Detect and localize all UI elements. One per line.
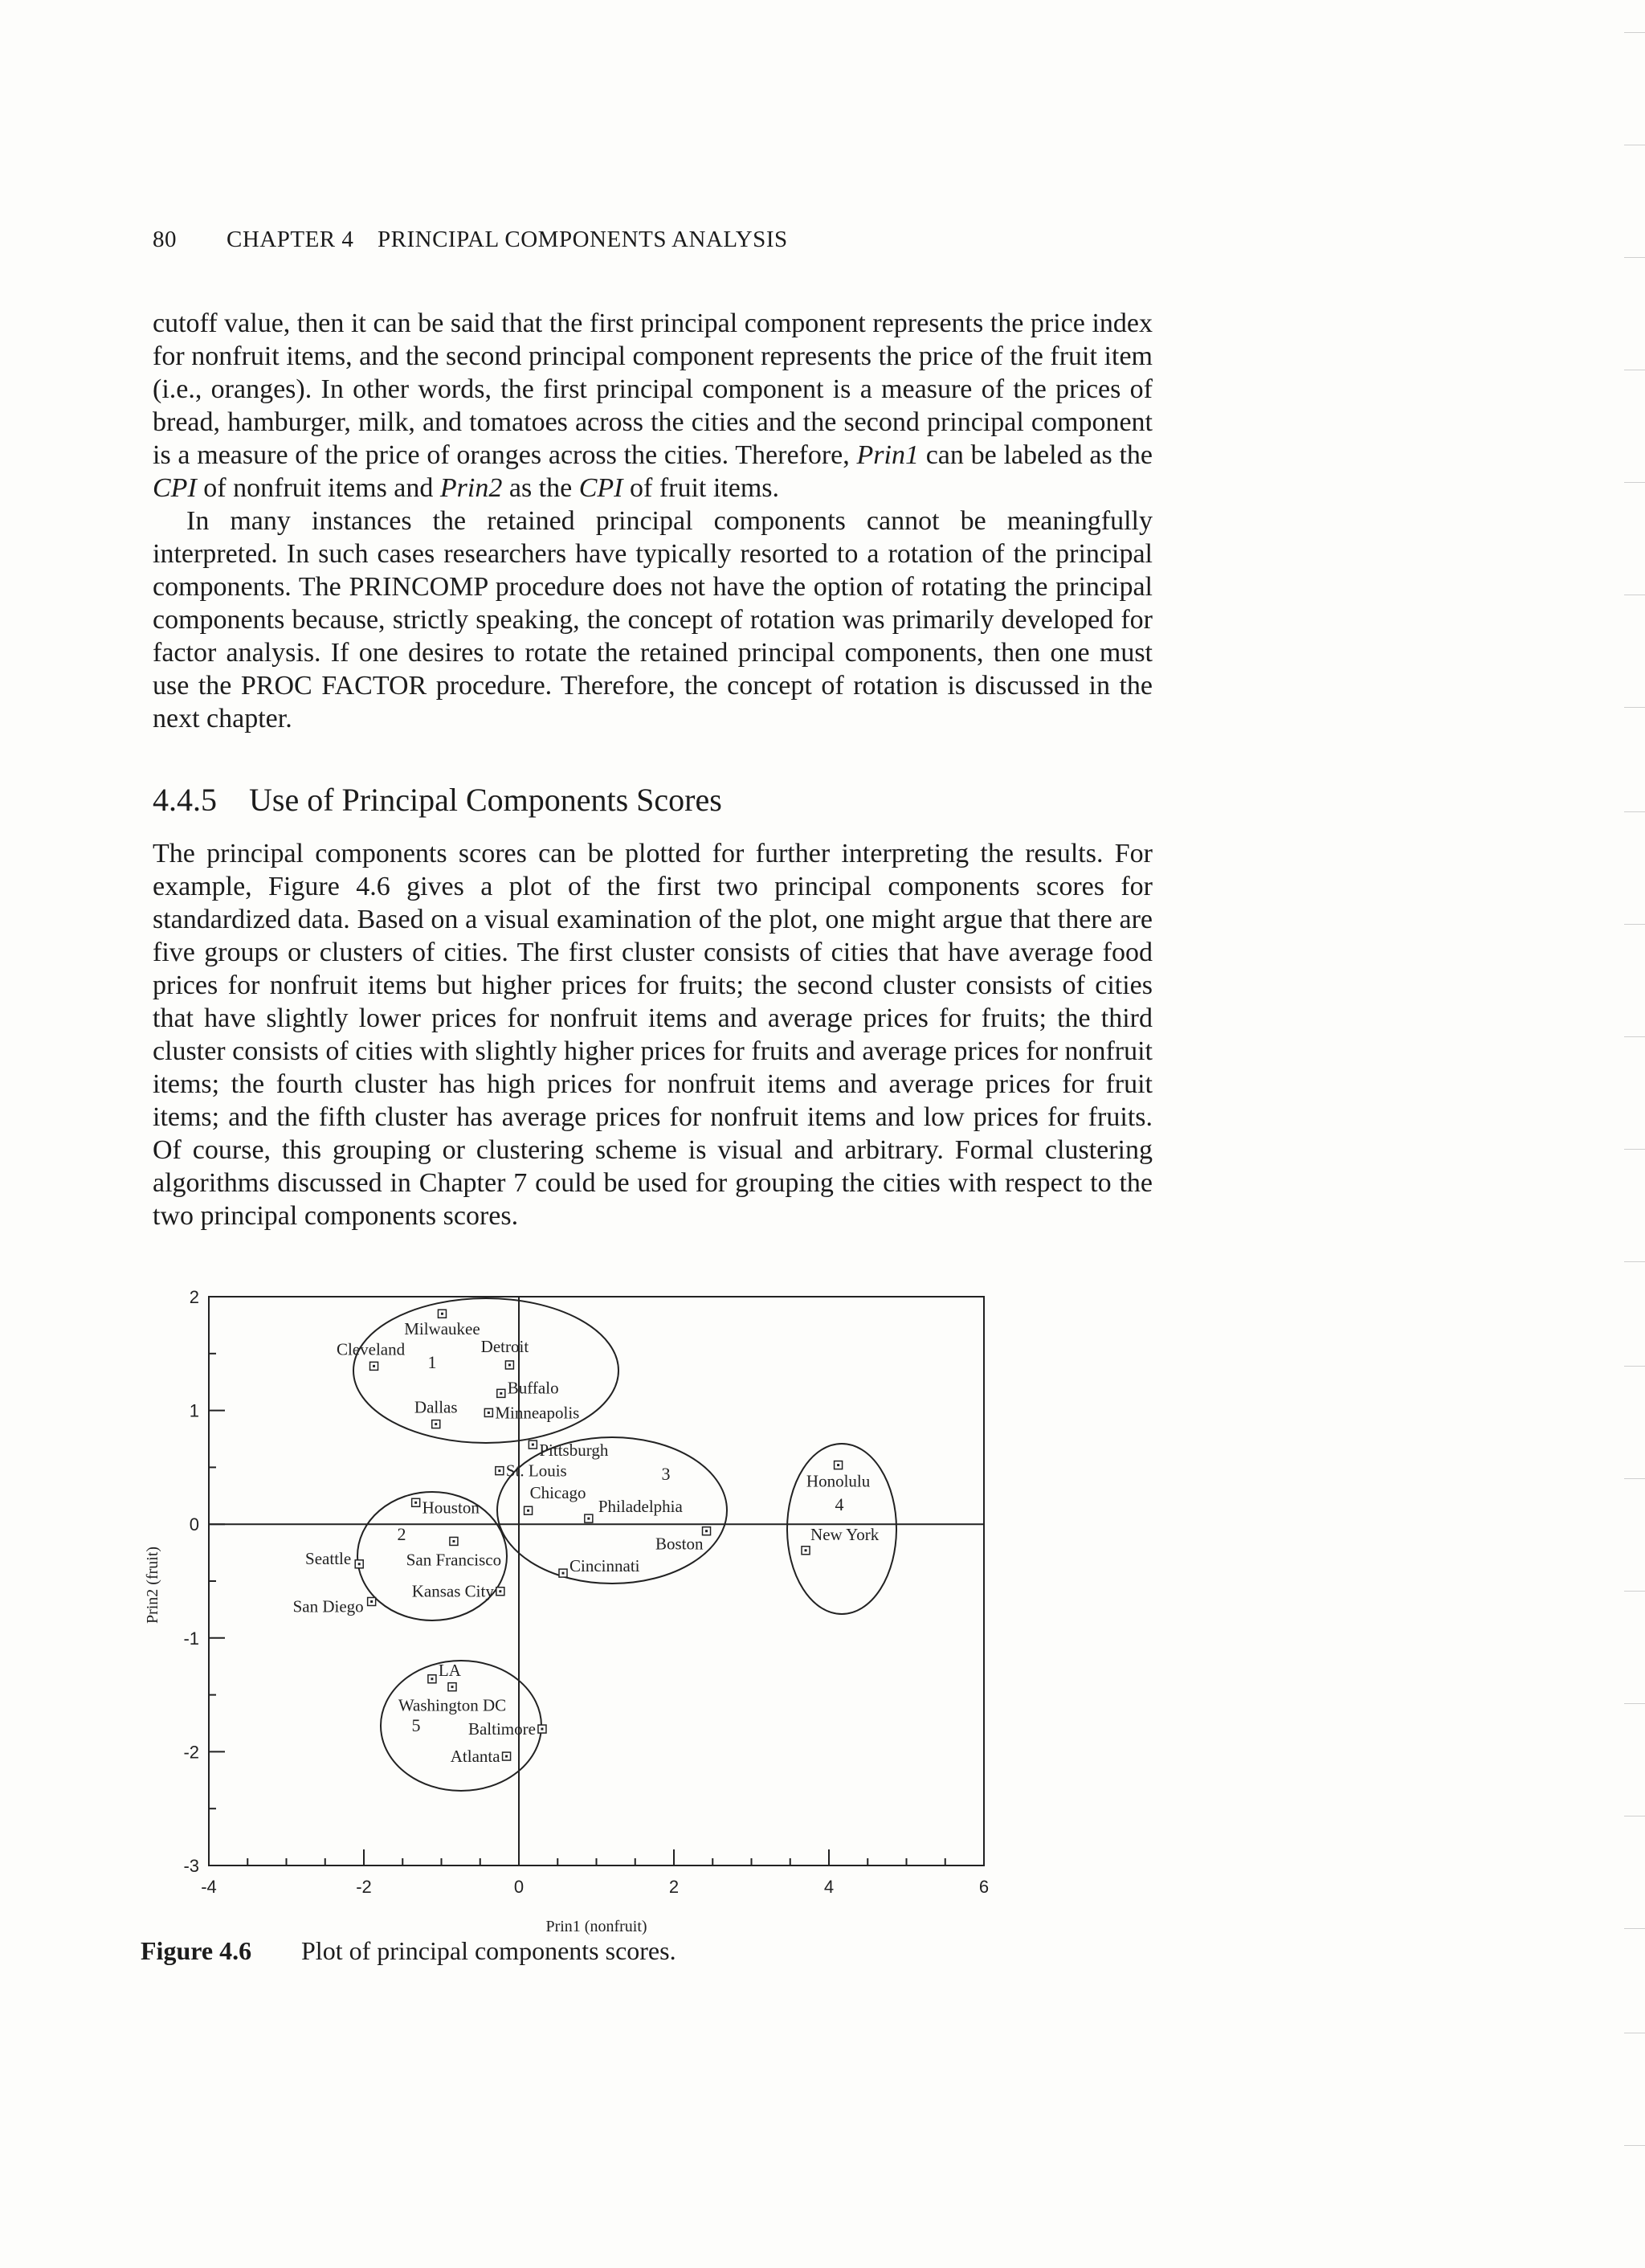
x-axis-title: Prin1 (nonfruit) — [545, 1918, 647, 1935]
point-label: Pittsburgh — [539, 1440, 609, 1461]
page-number: 80 — [153, 227, 177, 252]
cluster-label: 1 — [427, 1352, 437, 1372]
cluster-label: 5 — [411, 1715, 421, 1735]
section-number: 4.4.5 — [153, 782, 217, 818]
figure-caption — [141, 1936, 676, 1966]
point-label: New York — [810, 1524, 880, 1544]
point-marker-dot — [373, 1365, 375, 1367]
y-tick-label: -2 — [183, 1742, 199, 1763]
point-marker-dot — [500, 1392, 502, 1395]
y-axis-title: Prin2 (fruit) — [144, 1546, 161, 1624]
paragraph-1: cutoff value, then it can be said that the first principal component represents the price index for nonfruit items, and the second principal component represents the price of the fruit item (i.e., oranges). In other words, the first principal component is a measure of the prices of bread, hamburger, milk, and tomatoes across the cities and the second principal component is a measure of the price of oranges across the cities. Therefore, Prin1 can be labeled as the CPI of nonfruit items and Prin2 as the CPI of fruit items. — [153, 309, 1153, 503]
paragraph-2: In many instances the retained principal components cannot be meaningfully interpreted. In such cases researchers have typically resorted to a rotation of the principal components. The PRINCOMP procedure does not have the option of rotating the principal components because, strictly speaking, the concept of rotation was primarily developed for factor analysis. If one desires to rotate the retained principal components, then one must use the PROC FACTOR procedure. Therefore, the concept of rotation is discussed in the next chapter. — [153, 506, 1153, 734]
point-label: Houston — [422, 1498, 480, 1518]
point-marker-dot — [508, 1363, 511, 1366]
point-marker-dot — [451, 1686, 454, 1688]
point-marker-dot — [370, 1600, 373, 1603]
point-marker-dot — [837, 1464, 839, 1466]
point-marker-dot — [441, 1313, 443, 1315]
point-label: Chicago — [529, 1483, 586, 1503]
y-tick-label: -3 — [183, 1856, 199, 1876]
point-label: Washington DC — [398, 1695, 507, 1715]
point-label: Detroit — [480, 1336, 529, 1356]
point-marker-dot — [498, 1469, 500, 1472]
section-title: Use of Principal Components Scores — [249, 782, 722, 818]
x-tick-label: 6 — [978, 1877, 990, 1897]
point-marker-dot — [435, 1423, 437, 1425]
point-label: Kansas City — [411, 1581, 494, 1601]
point-label: Baltimore — [467, 1719, 536, 1739]
point-label: San Francisco — [406, 1550, 502, 1570]
figure-label: Figure 4.6 — [141, 1936, 252, 1965]
point-marker-dot — [587, 1518, 590, 1520]
point-label: Buffalo — [507, 1378, 559, 1398]
x-tick-label: -4 — [201, 1877, 217, 1897]
point-label: Milwaukee — [404, 1319, 480, 1339]
x-tick-label: 2 — [668, 1877, 680, 1897]
cluster-label: 3 — [661, 1464, 671, 1484]
point-label: Seattle — [305, 1548, 352, 1568]
point-label: San Diego — [292, 1596, 364, 1616]
point-label: Atlanta — [450, 1747, 500, 1767]
figure-caption-text: Plot of principal components scores. — [301, 1936, 676, 1965]
point-label: Cincinnati — [569, 1556, 640, 1576]
chapter-label: CHAPTER 4 — [227, 227, 354, 252]
point-marker-dot — [532, 1444, 534, 1446]
point-marker-dot — [431, 1678, 433, 1680]
point-marker-dot — [488, 1412, 490, 1414]
y-tick-label: 0 — [189, 1514, 199, 1535]
paragraph-3: The principal components scores can be plotted for further interpreting the results. For example, Figure 4.6 gives a plot of the first two principal components scores for standardized data. Based on a visual examination of the plot, one might argue that there are five groups or clusters of cities. The first cluster consists of cities that have average food prices for nonfruit items but higher prices for fruits; the second cluster consists of cities that have slightly lower prices for nonfruit items and average prices for fruits; the third cluster consists of cities with slightly higher prices for fruits and average prices for nonfruit items; the fourth cluster has high prices for nonfruit items and average prices for fruit items; and the fifth cluster has average prices for nonfruit items and low prices for fruits. Of course, this grouping or clustering scheme is visual and arbitrary. Formal clustering algorithms discussed in Chapter 7 could be used for grouping the cities with respect to the two principal components scores. — [153, 839, 1153, 1231]
point-marker-dot — [452, 1540, 455, 1543]
point-marker-dot — [358, 1563, 361, 1565]
y-tick-label: -1 — [183, 1628, 199, 1649]
x-tick-label: 0 — [513, 1877, 525, 1897]
y-tick-label: 1 — [189, 1400, 199, 1421]
point-label: Philadelphia — [598, 1497, 683, 1517]
point-label: Boston — [655, 1534, 704, 1554]
point-label: Dallas — [414, 1397, 458, 1417]
point-label: LA — [438, 1660, 461, 1680]
point-marker-dot — [527, 1510, 529, 1512]
point-marker-dot — [562, 1572, 565, 1575]
cluster-label: 4 — [835, 1494, 844, 1514]
point-label: Cleveland — [336, 1339, 406, 1359]
point-marker-dot — [499, 1590, 501, 1592]
point-label: Honolulu — [806, 1471, 871, 1491]
cluster-label: 2 — [397, 1524, 406, 1544]
point-marker-dot — [414, 1502, 417, 1504]
chapter-title: PRINCIPAL COMPONENTS ANALYSIS — [378, 227, 788, 252]
x-tick-label: -2 — [356, 1877, 372, 1897]
x-tick-label: 4 — [823, 1877, 835, 1897]
y-tick-label: 2 — [189, 1287, 199, 1307]
point-marker-dot — [705, 1530, 708, 1532]
point-marker-dot — [541, 1728, 543, 1731]
point-marker-dot — [505, 1755, 508, 1758]
plot-frame — [209, 1297, 984, 1865]
point-label: St. Louis — [505, 1461, 567, 1481]
point-marker-dot — [805, 1549, 807, 1551]
point-label: Minneapolis — [495, 1403, 580, 1423]
